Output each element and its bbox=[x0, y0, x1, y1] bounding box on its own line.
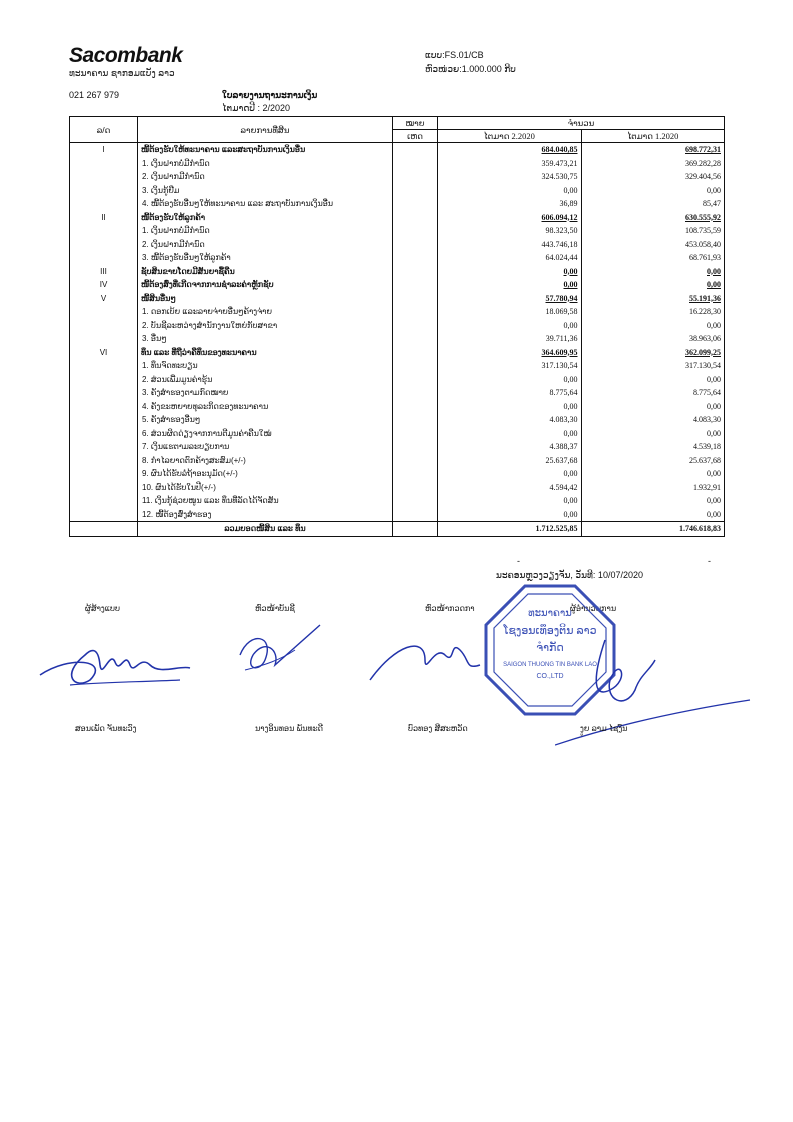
row-description: 2. ບັນຊີລະຫວ່າງສຳນັກງານໃຫຍ່ກັບສາຂາ bbox=[138, 319, 393, 333]
row-number: IV bbox=[70, 278, 138, 292]
report-period: ໄຕມາດປີ : 2/2020 bbox=[222, 103, 291, 113]
row-value-q2: 25.637,68 bbox=[438, 454, 582, 468]
row-value-q2: 324.530,75 bbox=[438, 170, 582, 184]
row-number bbox=[70, 427, 138, 441]
row-value-q2: 317.130,54 bbox=[438, 359, 582, 373]
row-description: 2. ສ່ວນເພີ່ມມູນຄ່າຮຸ້ນ bbox=[138, 373, 393, 387]
row-note bbox=[393, 157, 438, 171]
table-row bbox=[70, 373, 725, 387]
row-value-q2: 359.473,21 bbox=[438, 157, 582, 171]
row-value-q1: 0,00 bbox=[581, 184, 725, 198]
table-row bbox=[70, 481, 725, 495]
row-note bbox=[393, 386, 438, 400]
row-description: 9. ຜົນໄດ້ຮັບລໍຖ້າອະນຸມັດ(+/-) bbox=[138, 467, 393, 481]
row-value-q2: 18.069,58 bbox=[438, 305, 582, 319]
stamp-line-2: ໂຊງອນເທຶອງຕິນ ລາວ bbox=[503, 625, 597, 637]
row-note bbox=[393, 494, 438, 508]
financial-statement-table bbox=[69, 116, 725, 537]
table-row bbox=[70, 170, 725, 184]
row-value-q1: 0,00 bbox=[581, 373, 725, 387]
table-row bbox=[70, 508, 725, 522]
row-note bbox=[393, 467, 438, 481]
row-value-q2: 0,00 bbox=[438, 184, 582, 198]
row-value-q2: 8.775,64 bbox=[438, 386, 582, 400]
row-note bbox=[393, 278, 438, 292]
table-row bbox=[70, 211, 725, 225]
row-number bbox=[70, 373, 138, 387]
column-header-q1: ໄຕມາດ 1.2020 bbox=[581, 130, 725, 143]
row-value-q1: 453.058,40 bbox=[581, 238, 725, 252]
row-number: I bbox=[70, 143, 138, 157]
row-description: 2. ເງິນຝາກມີກຳນົດ bbox=[138, 170, 393, 184]
row-description: 3. ອື່ນໆ bbox=[138, 332, 393, 346]
table-row bbox=[70, 265, 725, 279]
row-note bbox=[393, 292, 438, 306]
row-value-q2: 64.024,44 bbox=[438, 251, 582, 265]
row-value-q1: 55.191,36 bbox=[581, 292, 725, 306]
phone-number: 021 267 979 bbox=[69, 90, 120, 100]
column-header-no: ລ/ດ bbox=[70, 117, 138, 143]
row-note bbox=[393, 265, 438, 279]
row-note bbox=[393, 197, 438, 211]
row-value-q2: 0,00 bbox=[438, 373, 582, 387]
row-value-q2: 36,89 bbox=[438, 197, 582, 211]
row-description: 1. ເງິນຝາກບໍ່ມີກຳນົດ bbox=[138, 224, 393, 238]
row-value-q1: 329.404,56 bbox=[581, 170, 725, 184]
row-value-q1: 4.539,18 bbox=[581, 440, 725, 454]
row-number bbox=[70, 319, 138, 333]
row-description: 4. ຄັງຂະຫຍາຍທຸລະກິດຂອງທະນາຄານ bbox=[138, 400, 393, 414]
row-value-q1: 0,00 bbox=[581, 319, 725, 333]
row-value-q1: 698.772,31 bbox=[581, 143, 725, 157]
place-and-date: ນະຄອນຫຼວງວຽງຈັນ, ວັນທີ: 10/07/2020 bbox=[496, 570, 643, 580]
preparer-signature bbox=[30, 620, 200, 700]
row-value-q2: 606.094,12 bbox=[438, 211, 582, 225]
row-value-q2: 0,00 bbox=[438, 467, 582, 481]
stamp-line-5: CO.,LTD bbox=[536, 673, 564, 680]
row-note bbox=[393, 305, 438, 319]
row-value-q2: 39.711,36 bbox=[438, 332, 582, 346]
total-label: ລວມຍອດໜີ້ສິນ ແລະ ທຶນ bbox=[138, 522, 393, 537]
name-preparer: ສອນເພັດ ຈັນທະວົງ bbox=[75, 724, 137, 733]
row-note bbox=[393, 251, 438, 265]
stamp-line-3: ຈຳກັດ bbox=[536, 642, 564, 654]
row-description: 3. ຄັງສຳຮອງຕາມກົດໝາຍ bbox=[138, 386, 393, 400]
table-row bbox=[70, 143, 725, 157]
row-value-q1: 0,00 bbox=[581, 508, 725, 522]
row-value-q2: 0,00 bbox=[438, 427, 582, 441]
table-row bbox=[70, 197, 725, 211]
form-code: ແບບ:FS.01/CB bbox=[425, 50, 484, 60]
row-value-q2: 4.594,42 bbox=[438, 481, 582, 495]
row-value-q2: 0,00 bbox=[438, 494, 582, 508]
row-description: 1. ເງິນຝາກບໍ່ມີກຳນົດ bbox=[138, 157, 393, 171]
total-note-cell bbox=[393, 522, 438, 537]
row-value-q1: 369.282,28 bbox=[581, 157, 725, 171]
row-note bbox=[393, 346, 438, 360]
chief-accountant-signature bbox=[225, 610, 335, 690]
row-number bbox=[70, 197, 138, 211]
row-description: ຊັບສິນຂາຍໂດຍມີສັນຍາຊື້ຄືນ bbox=[138, 265, 393, 279]
row-note bbox=[393, 319, 438, 333]
row-value-q1: 0,00 bbox=[581, 494, 725, 508]
row-value-q1: 0,00 bbox=[581, 278, 725, 292]
column-header-note-2: ເຫດ bbox=[393, 130, 438, 143]
row-description: 10. ຜົນໄດ້ຮັບໃນປີ(+/-) bbox=[138, 481, 393, 495]
row-value-q1: 630.555,92 bbox=[581, 211, 725, 225]
table-row bbox=[70, 319, 725, 333]
table-row bbox=[70, 184, 725, 198]
row-value-q1: 25.637,68 bbox=[581, 454, 725, 468]
total-q2: 1.712.525,85 bbox=[438, 522, 582, 537]
table-row bbox=[70, 386, 725, 400]
row-value-q1: 0,00 bbox=[581, 467, 725, 481]
row-number: V bbox=[70, 292, 138, 306]
row-note bbox=[393, 359, 438, 373]
row-description: 7. ເງິນແຮຕາມລະບຽບການ bbox=[138, 440, 393, 454]
bank-logo-subtitle: ທະນາຄານ ຊາກອມແບັງ ລາວ bbox=[69, 68, 175, 78]
row-number bbox=[70, 332, 138, 346]
row-note bbox=[393, 413, 438, 427]
row-value-q2: 0,00 bbox=[438, 319, 582, 333]
row-description: ໜີ້ຕ້ອງຮັບໃຫ້ລູກຄ້າ bbox=[138, 211, 393, 225]
row-value-q2: 443.746,18 bbox=[438, 238, 582, 252]
row-value-q2: 57.780,94 bbox=[438, 292, 582, 306]
row-note bbox=[393, 332, 438, 346]
row-note bbox=[393, 508, 438, 522]
role-preparer: ຜູ້ສ້າງແບບ bbox=[85, 604, 121, 613]
table-row bbox=[70, 278, 725, 292]
document-title: ໃບລາຍງານຖານະການເງິນ bbox=[222, 90, 318, 100]
row-note bbox=[393, 427, 438, 441]
row-description: ໜີ້ສິນອື່ນໆ bbox=[138, 292, 393, 306]
row-value-q1: 317.130,54 bbox=[581, 359, 725, 373]
role-director: ຜູ້ອຳນວຍການ bbox=[570, 604, 617, 613]
row-value-q2: 4.388,37 bbox=[438, 440, 582, 454]
name-director: ງູຍ ລາມ ໄຊງົນ bbox=[580, 724, 628, 733]
row-value-q1: 0,00 bbox=[581, 400, 725, 414]
row-value-q1: 85,47 bbox=[581, 197, 725, 211]
total-no-cell bbox=[70, 522, 138, 537]
row-note bbox=[393, 440, 438, 454]
table-row bbox=[70, 494, 725, 508]
row-number bbox=[70, 400, 138, 414]
table-row bbox=[70, 238, 725, 252]
table-row bbox=[70, 427, 725, 441]
row-value-q1: 0,00 bbox=[581, 427, 725, 441]
row-description: 8. ກຳໄລຍາດຕົກຄ້າງສະສົມ(+/-) bbox=[138, 454, 393, 468]
row-value-q1: 0,00 bbox=[581, 265, 725, 279]
row-value-q2: 0,00 bbox=[438, 278, 582, 292]
row-description: ໜີ້ຕ້ອງສົ່ງທີ່ເກີດຈາກການຊຳລະຄ່າຫຼັກຊັບ bbox=[138, 278, 393, 292]
row-description: 3. ໜີ້ຕ້ອງຮັບອື່ນໆໃຫ້ລູກຄ້າ bbox=[138, 251, 393, 265]
dash-mark-1: - bbox=[517, 556, 520, 566]
table-row bbox=[70, 224, 725, 238]
row-number bbox=[70, 170, 138, 184]
table-row bbox=[70, 305, 725, 319]
bank-logo-name: Sacombank bbox=[69, 44, 183, 67]
table-row bbox=[70, 467, 725, 481]
row-note bbox=[393, 238, 438, 252]
column-header-q2: ໄຕມາດ 2.2020 bbox=[438, 130, 582, 143]
row-number bbox=[70, 481, 138, 495]
row-note bbox=[393, 400, 438, 414]
row-description: ໜີ້ຕ້ອງຮັບໃຫ້ທະນາຄານ ແລະສະຖາບັນການເງິນອື່ນ bbox=[138, 143, 393, 157]
column-header-note-1: ໝາຍ bbox=[393, 117, 438, 130]
row-note bbox=[393, 481, 438, 495]
total-q1: 1.746.618,83 bbox=[581, 522, 725, 537]
row-value-q1: 16.228,30 bbox=[581, 305, 725, 319]
row-description: 12. ໜີ້ຕ້ອງສົ່ງສຳຮອງ bbox=[138, 508, 393, 522]
row-value-q2: 98.323,50 bbox=[438, 224, 582, 238]
stamp-line-4: SAIGON THUONG TIN BANK LAO bbox=[503, 662, 597, 668]
column-header-description: ລາຍການທີ່ສິນ bbox=[138, 117, 393, 143]
table-row bbox=[70, 413, 725, 427]
table-row bbox=[70, 440, 725, 454]
role-chief-accountant: ຫົວໜ້າບັນຊີ bbox=[255, 604, 295, 613]
role-chief-inspector: ຫົວໜ້າກວດກາ bbox=[425, 604, 475, 613]
row-note bbox=[393, 184, 438, 198]
row-value-q1: 38.963,06 bbox=[581, 332, 725, 346]
row-number: III bbox=[70, 265, 138, 279]
currency-unit: ຫົວໜ່ວຍ:1.000.000 ກີບ bbox=[425, 64, 516, 74]
row-note bbox=[393, 454, 438, 468]
column-header-amount: ຈຳນວນ bbox=[438, 117, 725, 130]
stamp-line-1: ທະນາຄານ bbox=[528, 608, 572, 619]
row-value-q2: 4.083,30 bbox=[438, 413, 582, 427]
row-number bbox=[70, 413, 138, 427]
row-number bbox=[70, 184, 138, 198]
row-value-q1: 4.083,30 bbox=[581, 413, 725, 427]
row-description: 4. ໜີ້ຕ້ອງຮັບອື່ນໆໃຫ້ທະນາຄານ ແລະ ສະຖາບັນການເງິນອື່ນ bbox=[138, 197, 393, 211]
table-row bbox=[70, 292, 725, 306]
row-description: 6. ສ່ວນຜິດດ່ຽງຈາກການຕີມູນຄ່າຄືນໃໝ່ bbox=[138, 427, 393, 441]
table-row bbox=[70, 400, 725, 414]
row-description: ທຶນ ແລະ ທີ່ຖືວ່າຄືທຶນຂອງທະນາຄານ bbox=[138, 346, 393, 360]
row-value-q1: 8.775,64 bbox=[581, 386, 725, 400]
row-description: 2. ເງິນຝາກມີກຳນົດ bbox=[138, 238, 393, 252]
row-note bbox=[393, 224, 438, 238]
row-value-q2: 364.609,95 bbox=[438, 346, 582, 360]
row-description: 3. ເງິນກູ້ຢືມ bbox=[138, 184, 393, 198]
row-value-q2: 0,00 bbox=[438, 265, 582, 279]
row-number: VI bbox=[70, 346, 138, 360]
row-number bbox=[70, 238, 138, 252]
table-row bbox=[70, 251, 725, 265]
row-description: 1. ທຶນຈົດທະບຽນ bbox=[138, 359, 393, 373]
row-value-q2: 0,00 bbox=[438, 508, 582, 522]
row-number bbox=[70, 494, 138, 508]
row-value-q1: 108.735,59 bbox=[581, 224, 725, 238]
row-value-q1: 362.099,25 bbox=[581, 346, 725, 360]
name-chief-inspector: ບົວທອງ ສີສະຫວັດ bbox=[408, 724, 468, 733]
row-number bbox=[70, 508, 138, 522]
table-row bbox=[70, 157, 725, 171]
row-number bbox=[70, 359, 138, 373]
table-row bbox=[70, 346, 725, 360]
row-note bbox=[393, 170, 438, 184]
name-chief-accountant: ນາງອິນທອນ ພັນທະດີ bbox=[255, 724, 323, 733]
row-number bbox=[70, 224, 138, 238]
table-row bbox=[70, 332, 725, 346]
row-value-q1: 68.761,93 bbox=[581, 251, 725, 265]
row-note bbox=[393, 143, 438, 157]
table-body bbox=[70, 143, 725, 522]
total-row bbox=[70, 522, 725, 537]
row-description: 5. ຄັງສຳຮອງອື່ນໆ bbox=[138, 413, 393, 427]
row-number bbox=[70, 386, 138, 400]
row-value-q2: 0,00 bbox=[438, 400, 582, 414]
chief-inspector-signature bbox=[365, 625, 495, 685]
row-description: 1. ດອກເບ້ຍ ແລະລາຍຈ່າຍອື່ນໆຄ້າງຈ່າຍ bbox=[138, 305, 393, 319]
row-number bbox=[70, 157, 138, 171]
dash-mark-2: - bbox=[708, 556, 711, 566]
row-value-q2: 684.040,85 bbox=[438, 143, 582, 157]
table-row bbox=[70, 454, 725, 468]
row-number: II bbox=[70, 211, 138, 225]
row-description: 11. ເງິນກູ້ຊ່ວຍໜູນ ແລະ ທຶນທີ່ລັດໄດ້ຈັດສັນ bbox=[138, 494, 393, 508]
row-number bbox=[70, 440, 138, 454]
row-number bbox=[70, 305, 138, 319]
row-note bbox=[393, 373, 438, 387]
table-row bbox=[70, 359, 725, 373]
row-value-q1: 1.932,91 bbox=[581, 481, 725, 495]
row-number bbox=[70, 454, 138, 468]
row-note bbox=[393, 211, 438, 225]
row-number bbox=[70, 251, 138, 265]
row-number bbox=[70, 467, 138, 481]
